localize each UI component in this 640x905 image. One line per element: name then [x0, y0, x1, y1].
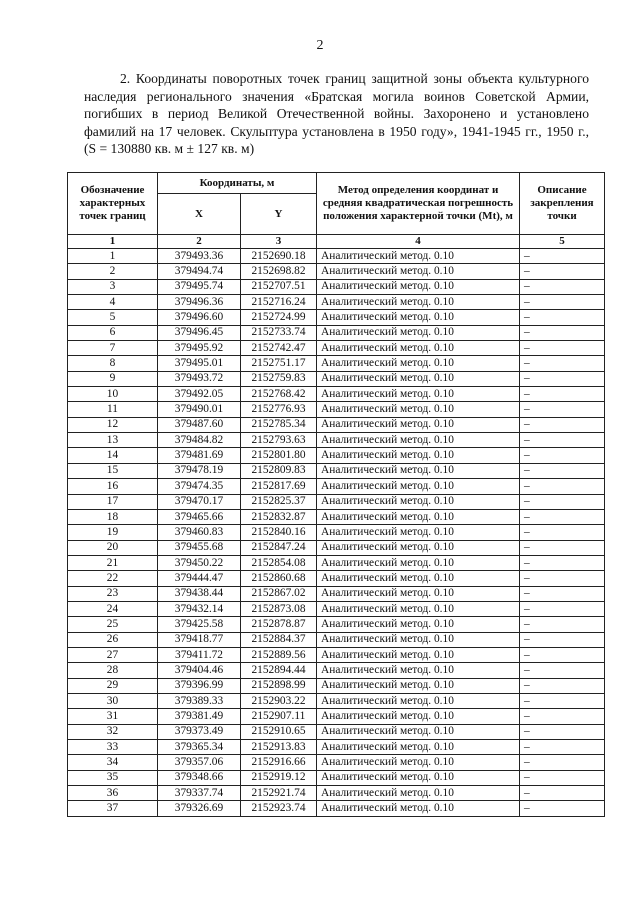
method-cell: Аналитический метод. 0.10: [317, 509, 520, 524]
x-coordinate-cell: 379357.06: [158, 755, 241, 770]
method-cell: Аналитический метод. 0.10: [317, 755, 520, 770]
table-row: [68, 371, 605, 386]
x-coordinate-cell: 379492.05: [158, 387, 241, 402]
method-cell: Аналитический метод. 0.10: [317, 402, 520, 417]
x-coordinate-cell: 379493.72: [158, 371, 241, 386]
y-coordinate-cell: 2152759.83: [241, 371, 317, 386]
y-coordinate-cell: 2152898.99: [241, 678, 317, 693]
table-row: [68, 341, 605, 356]
y-coordinate-cell: 2152878.87: [241, 617, 317, 632]
table-row: [68, 479, 605, 494]
table-row: [68, 740, 605, 755]
point-number-cell: 18: [68, 509, 158, 524]
intro-paragraph: [84, 70, 589, 158]
point-number-cell: 11: [68, 402, 158, 417]
point-number-cell: 12: [68, 417, 158, 432]
description-cell: –: [520, 586, 605, 601]
x-coordinate-cell: 379474.35: [158, 479, 241, 494]
method-cell: Аналитический метод. 0.10: [317, 647, 520, 662]
x-coordinate-cell: 379381.49: [158, 709, 241, 724]
table-row: [68, 801, 605, 816]
x-coordinate-cell: 379326.69: [158, 801, 241, 816]
x-coordinate-cell: 379438.44: [158, 586, 241, 601]
description-cell: –: [520, 540, 605, 555]
x-coordinate-cell: 379460.83: [158, 525, 241, 540]
description-cell: –: [520, 786, 605, 801]
description-cell: –: [520, 371, 605, 386]
table-row: [68, 632, 605, 647]
table-row: [68, 540, 605, 555]
y-coordinate-cell: 2152776.93: [241, 402, 317, 417]
description-cell: –: [520, 463, 605, 478]
table-row: [68, 356, 605, 371]
table-row: [68, 586, 605, 601]
y-coordinate-cell: 2152817.69: [241, 479, 317, 494]
y-coordinate-cell: 2152873.08: [241, 601, 317, 616]
description-cell: –: [520, 325, 605, 340]
y-coordinate-cell: 2152923.74: [241, 801, 317, 816]
method-cell: Аналитический метод. 0.10: [317, 295, 520, 310]
y-coordinate-cell: 2152716.24: [241, 295, 317, 310]
method-cell: Аналитический метод. 0.10: [317, 417, 520, 432]
column-number: 5: [520, 235, 605, 249]
description-cell: –: [520, 617, 605, 632]
x-coordinate-cell: 379411.72: [158, 647, 241, 662]
intro-text: 2. Координаты поворотных точек границ защитной зоны объекта культурного наследия регионального значения «Братская могила воинов Советской Армии, погибших в период Великой Отечественной войны. Захоронено и установлено фамилий на 17 человек. Скульптура установлена в 1950 году», 1941-1945 гг., 1950 г., (S = 130880 кв. м ± 127 кв. м): [84, 71, 589, 157]
x-coordinate-cell: 379465.66: [158, 509, 241, 524]
method-cell: Аналитический метод. 0.10: [317, 601, 520, 616]
description-cell: –: [520, 632, 605, 647]
description-cell: –: [520, 387, 605, 402]
x-coordinate-cell: 379418.77: [158, 632, 241, 647]
description-cell: –: [520, 740, 605, 755]
table-row: [68, 678, 605, 693]
header-coordinates: Координаты, м: [158, 173, 317, 194]
table-row: [68, 279, 605, 294]
x-coordinate-cell: 379365.34: [158, 740, 241, 755]
description-cell: –: [520, 479, 605, 494]
description-cell: –: [520, 601, 605, 616]
point-number-cell: 15: [68, 463, 158, 478]
x-coordinate-cell: 379396.99: [158, 678, 241, 693]
method-cell: Аналитический метод. 0.10: [317, 770, 520, 785]
method-cell: Аналитический метод. 0.10: [317, 341, 520, 356]
y-coordinate-cell: 2152847.24: [241, 540, 317, 555]
method-cell: Аналитический метод. 0.10: [317, 356, 520, 371]
x-coordinate-cell: 379496.36: [158, 295, 241, 310]
method-cell: Аналитический метод. 0.10: [317, 632, 520, 647]
method-cell: Аналитический метод. 0.10: [317, 555, 520, 570]
y-coordinate-cell: 2152698.82: [241, 264, 317, 279]
y-coordinate-cell: 2152903.22: [241, 693, 317, 708]
point-number-cell: 36: [68, 786, 158, 801]
point-number-cell: 32: [68, 724, 158, 739]
table-row: [68, 463, 605, 478]
y-coordinate-cell: 2152751.17: [241, 356, 317, 371]
method-cell: Аналитический метод. 0.10: [317, 663, 520, 678]
column-number: 3: [241, 235, 317, 249]
method-cell: Аналитический метод. 0.10: [317, 693, 520, 708]
point-number-cell: 33: [68, 740, 158, 755]
point-number-cell: 21: [68, 555, 158, 570]
y-coordinate-cell: 2152884.37: [241, 632, 317, 647]
method-cell: Аналитический метод. 0.10: [317, 494, 520, 509]
x-coordinate-cell: 379389.33: [158, 693, 241, 708]
method-cell: Аналитический метод. 0.10: [317, 724, 520, 739]
y-coordinate-cell: 2152809.83: [241, 463, 317, 478]
y-coordinate-cell: 2152768.42: [241, 387, 317, 402]
y-coordinate-cell: 2152840.16: [241, 525, 317, 540]
point-number-cell: 1: [68, 249, 158, 264]
description-cell: –: [520, 724, 605, 739]
description-cell: –: [520, 555, 605, 570]
x-coordinate-cell: 379487.60: [158, 417, 241, 432]
x-coordinate-cell: 379495.92: [158, 341, 241, 356]
point-number-cell: 30: [68, 693, 158, 708]
point-number-cell: 2: [68, 264, 158, 279]
table-row: [68, 325, 605, 340]
table-row: [68, 601, 605, 616]
x-coordinate-cell: 379495.01: [158, 356, 241, 371]
y-coordinate-cell: 2152910.65: [241, 724, 317, 739]
x-coordinate-cell: 379495.74: [158, 279, 241, 294]
y-coordinate-cell: 2152867.02: [241, 586, 317, 601]
description-cell: –: [520, 678, 605, 693]
description-cell: –: [520, 402, 605, 417]
x-coordinate-cell: 379337.74: [158, 786, 241, 801]
y-coordinate-cell: 2152801.80: [241, 448, 317, 463]
point-number-cell: 6: [68, 325, 158, 340]
description-cell: –: [520, 525, 605, 540]
description-cell: –: [520, 417, 605, 432]
point-number-cell: 8: [68, 356, 158, 371]
method-cell: Аналитический метод. 0.10: [317, 617, 520, 632]
x-coordinate-cell: 379450.22: [158, 555, 241, 570]
method-cell: Аналитический метод. 0.10: [317, 709, 520, 724]
y-coordinate-cell: 2152919.12: [241, 770, 317, 785]
table-row: [68, 770, 605, 785]
y-coordinate-cell: 2152793.63: [241, 433, 317, 448]
description-cell: –: [520, 264, 605, 279]
x-coordinate-cell: 379373.49: [158, 724, 241, 739]
point-number-cell: 13: [68, 433, 158, 448]
x-coordinate-cell: 379432.14: [158, 601, 241, 616]
description-cell: –: [520, 663, 605, 678]
table-row: [68, 433, 605, 448]
x-coordinate-cell: 379481.69: [158, 448, 241, 463]
method-cell: Аналитический метод. 0.10: [317, 571, 520, 586]
header-y: Y: [241, 194, 317, 235]
method-cell: Аналитический метод. 0.10: [317, 525, 520, 540]
point-number-cell: 14: [68, 448, 158, 463]
point-number-cell: 4: [68, 295, 158, 310]
table-row: [68, 724, 605, 739]
table-row: [68, 310, 605, 325]
x-coordinate-cell: 379444.47: [158, 571, 241, 586]
table-row: [68, 755, 605, 770]
description-cell: –: [520, 647, 605, 662]
method-cell: Аналитический метод. 0.10: [317, 678, 520, 693]
description-cell: –: [520, 433, 605, 448]
description-cell: –: [520, 755, 605, 770]
x-coordinate-cell: 379493.36: [158, 249, 241, 264]
method-cell: Аналитический метод. 0.10: [317, 540, 520, 555]
y-coordinate-cell: 2152854.08: [241, 555, 317, 570]
method-cell: Аналитический метод. 0.10: [317, 586, 520, 601]
description-cell: –: [520, 249, 605, 264]
point-number-cell: 5: [68, 310, 158, 325]
table-body: [68, 249, 605, 817]
y-coordinate-cell: 2152907.11: [241, 709, 317, 724]
x-coordinate-cell: 379470.17: [158, 494, 241, 509]
table-row: [68, 448, 605, 463]
table-row: [68, 494, 605, 509]
method-cell: Аналитический метод. 0.10: [317, 479, 520, 494]
point-number-cell: 34: [68, 755, 158, 770]
description-cell: –: [520, 279, 605, 294]
point-number-cell: 20: [68, 540, 158, 555]
method-cell: Аналитический метод. 0.10: [317, 740, 520, 755]
column-number: 1: [68, 235, 158, 249]
point-number-cell: 17: [68, 494, 158, 509]
y-coordinate-cell: 2152742.47: [241, 341, 317, 356]
x-coordinate-cell: 379496.45: [158, 325, 241, 340]
table-row: [68, 555, 605, 570]
column-number: 4: [317, 235, 520, 249]
y-coordinate-cell: 2152707.51: [241, 279, 317, 294]
x-coordinate-cell: 379484.82: [158, 433, 241, 448]
description-cell: –: [520, 709, 605, 724]
point-number-cell: 31: [68, 709, 158, 724]
x-coordinate-cell: 379490.01: [158, 402, 241, 417]
point-number-cell: 9: [68, 371, 158, 386]
point-number-cell: 37: [68, 801, 158, 816]
point-number-cell: 28: [68, 663, 158, 678]
description-cell: –: [520, 356, 605, 371]
point-number-cell: 16: [68, 479, 158, 494]
y-coordinate-cell: 2152785.34: [241, 417, 317, 432]
table-row: [68, 709, 605, 724]
table-row: [68, 249, 605, 264]
x-coordinate-cell: 379425.58: [158, 617, 241, 632]
point-number-cell: 24: [68, 601, 158, 616]
x-coordinate-cell: 379404.46: [158, 663, 241, 678]
description-cell: –: [520, 571, 605, 586]
method-cell: Аналитический метод. 0.10: [317, 325, 520, 340]
method-cell: Аналитический метод. 0.10: [317, 448, 520, 463]
y-coordinate-cell: 2152921.74: [241, 786, 317, 801]
description-cell: –: [520, 310, 605, 325]
y-coordinate-cell: 2152724.99: [241, 310, 317, 325]
header-point-designation: Обозначение характерных точек границ: [68, 173, 158, 235]
point-number-cell: 10: [68, 387, 158, 402]
point-number-cell: 7: [68, 341, 158, 356]
table-row: [68, 647, 605, 662]
description-cell: –: [520, 494, 605, 509]
point-number-cell: 25: [68, 617, 158, 632]
method-cell: Аналитический метод. 0.10: [317, 433, 520, 448]
method-cell: Аналитический метод. 0.10: [317, 786, 520, 801]
page-number: 2: [316, 38, 324, 53]
description-cell: –: [520, 341, 605, 356]
point-number-cell: 23: [68, 586, 158, 601]
x-coordinate-cell: 379496.60: [158, 310, 241, 325]
method-cell: Аналитический метод. 0.10: [317, 387, 520, 402]
y-coordinate-cell: 2152916.66: [241, 755, 317, 770]
method-cell: Аналитический метод. 0.10: [317, 279, 520, 294]
description-cell: –: [520, 448, 605, 463]
table-row: [68, 571, 605, 586]
point-number-cell: 3: [68, 279, 158, 294]
y-coordinate-cell: 2152913.83: [241, 740, 317, 755]
description-cell: –: [520, 509, 605, 524]
point-number-cell: 35: [68, 770, 158, 785]
method-cell: Аналитический метод. 0.10: [317, 264, 520, 279]
y-coordinate-cell: 2152825.37: [241, 494, 317, 509]
point-number-cell: 29: [68, 678, 158, 693]
point-number-cell: 22: [68, 571, 158, 586]
header-description: Описание закрепления точки: [520, 173, 605, 235]
table-row: [68, 264, 605, 279]
table-row: [68, 295, 605, 310]
table-row: [68, 617, 605, 632]
table-row: [68, 786, 605, 801]
method-cell: Аналитический метод. 0.10: [317, 801, 520, 816]
coordinates-table: [67, 172, 605, 817]
description-cell: –: [520, 770, 605, 785]
description-cell: –: [520, 693, 605, 708]
point-number-cell: 26: [68, 632, 158, 647]
table-row: [68, 417, 605, 432]
header-x: X: [158, 194, 241, 235]
x-coordinate-cell: 379494.74: [158, 264, 241, 279]
table-row: [68, 509, 605, 524]
description-cell: –: [520, 295, 605, 310]
table-row: [68, 693, 605, 708]
table-row: [68, 387, 605, 402]
x-coordinate-cell: 379455.68: [158, 540, 241, 555]
point-number-cell: 27: [68, 647, 158, 662]
y-coordinate-cell: 2152894.44: [241, 663, 317, 678]
header-method: Метод определения координат и средняя квадратическая погрешность положения характерной точки (Mt), м: [317, 173, 520, 235]
table-row: [68, 525, 605, 540]
method-cell: Аналитический метод. 0.10: [317, 310, 520, 325]
column-number: 2: [158, 235, 241, 249]
description-cell: –: [520, 801, 605, 816]
x-coordinate-cell: 379478.19: [158, 463, 241, 478]
table-row: [68, 663, 605, 678]
y-coordinate-cell: 2152832.87: [241, 509, 317, 524]
y-coordinate-cell: 2152733.74: [241, 325, 317, 340]
point-number-cell: 19: [68, 525, 158, 540]
y-coordinate-cell: 2152889.56: [241, 647, 317, 662]
method-cell: Аналитический метод. 0.10: [317, 371, 520, 386]
y-coordinate-cell: 2152690.18: [241, 249, 317, 264]
method-cell: Аналитический метод. 0.10: [317, 463, 520, 478]
x-coordinate-cell: 379348.66: [158, 770, 241, 785]
method-cell: Аналитический метод. 0.10: [317, 249, 520, 264]
table-row: [68, 402, 605, 417]
y-coordinate-cell: 2152860.68: [241, 571, 317, 586]
